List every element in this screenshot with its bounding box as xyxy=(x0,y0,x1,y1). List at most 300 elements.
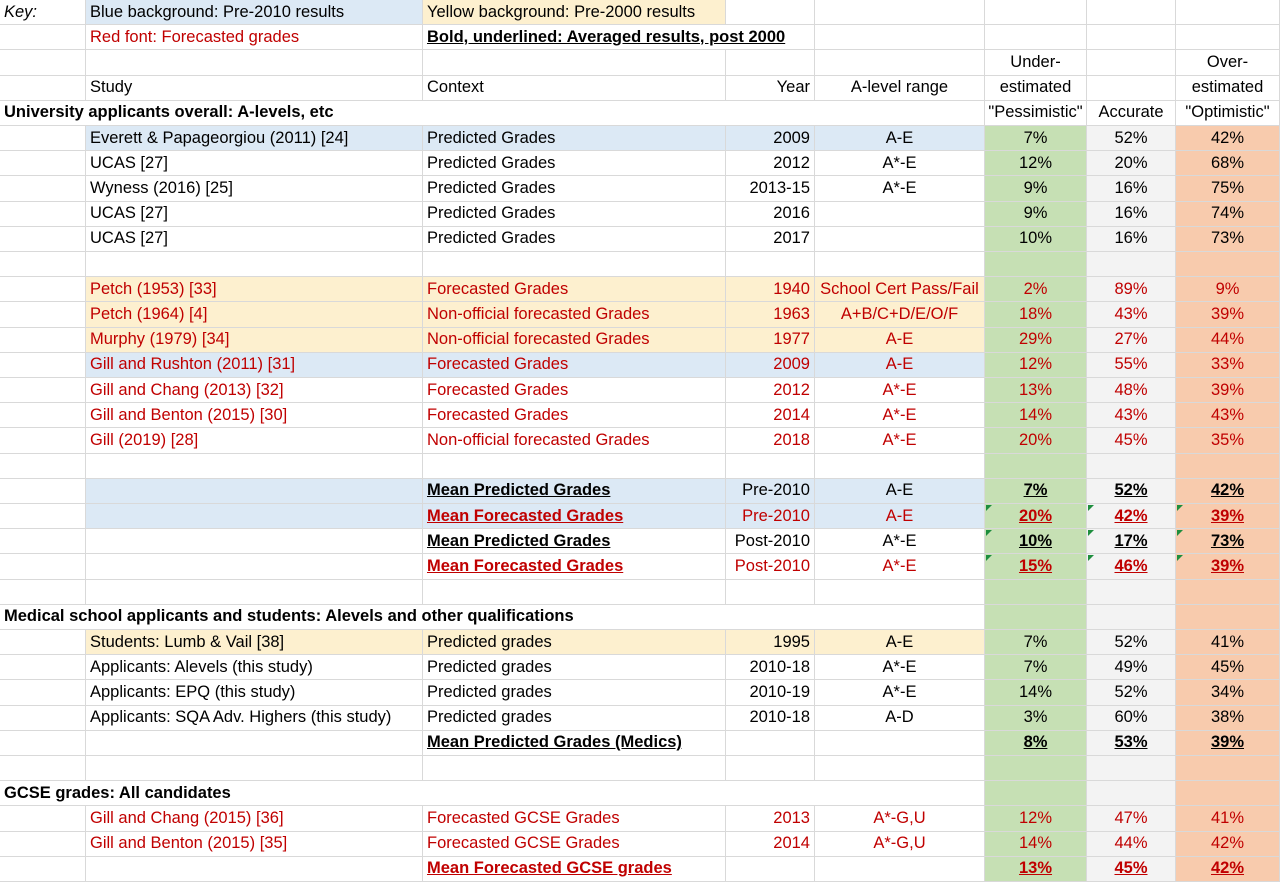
range-cell[interactable] xyxy=(815,655,985,680)
accurate-cell[interactable] xyxy=(1087,857,1176,882)
accurate-cell-text: 45% xyxy=(1114,430,1148,449)
over-cell[interactable] xyxy=(1176,302,1280,327)
accurate-cell[interactable] xyxy=(1087,328,1176,353)
over-cell[interactable] xyxy=(1176,202,1280,227)
range-cell[interactable] xyxy=(815,202,985,227)
accurate-cell[interactable] xyxy=(1087,731,1176,756)
accurate-cell[interactable] xyxy=(1087,630,1176,655)
range-cell[interactable] xyxy=(815,630,985,655)
empty-cell[interactable] xyxy=(0,756,86,781)
empty-cell[interactable] xyxy=(423,50,726,75)
empty-cell[interactable] xyxy=(726,580,815,605)
year-cell[interactable] xyxy=(726,227,815,252)
under-cell[interactable] xyxy=(985,277,1087,302)
empty-cell[interactable] xyxy=(1087,580,1176,605)
range-cell[interactable] xyxy=(815,504,985,529)
year-cell[interactable] xyxy=(726,328,815,353)
header-context[interactable] xyxy=(423,76,726,101)
year-cell[interactable] xyxy=(726,403,815,428)
context-cell[interactable] xyxy=(423,227,726,252)
key-yellow[interactable] xyxy=(423,0,726,25)
under-cell[interactable] xyxy=(985,126,1087,151)
empty-cell[interactable] xyxy=(815,0,985,25)
under-cell[interactable] xyxy=(985,176,1087,201)
study-cell[interactable] xyxy=(86,353,423,378)
over-cell[interactable] xyxy=(1176,227,1280,252)
under-cell[interactable] xyxy=(985,706,1087,731)
range-cell[interactable] xyxy=(815,176,985,201)
year-cell[interactable] xyxy=(726,857,815,882)
context-cell[interactable] xyxy=(423,428,726,453)
year-cell[interactable] xyxy=(726,479,815,504)
key-label[interactable] xyxy=(0,0,86,25)
study-cell[interactable] xyxy=(86,529,423,554)
accurate-cell[interactable] xyxy=(1087,554,1176,579)
under-cell[interactable] xyxy=(985,428,1087,453)
header-year-text: Year xyxy=(776,78,810,97)
study-cell[interactable] xyxy=(86,680,423,705)
header-pessimistic-text: "Pessimistic" xyxy=(988,103,1083,122)
over-cell[interactable] xyxy=(1176,378,1280,403)
study-cell[interactable] xyxy=(86,277,423,302)
accurate-cell[interactable] xyxy=(1087,806,1176,831)
empty-cell[interactable] xyxy=(0,252,86,277)
over-cell[interactable] xyxy=(1176,353,1280,378)
under-cell[interactable] xyxy=(985,504,1087,529)
range-cell[interactable] xyxy=(815,378,985,403)
year-cell[interactable] xyxy=(726,554,815,579)
accurate-cell[interactable] xyxy=(1087,655,1176,680)
header-under-1[interactable] xyxy=(985,50,1087,75)
accurate-cell[interactable] xyxy=(1087,227,1176,252)
empty-cell[interactable] xyxy=(86,252,423,277)
empty-cell[interactable] xyxy=(985,252,1087,277)
over-cell[interactable] xyxy=(1176,554,1280,579)
year-cell[interactable] xyxy=(726,680,815,705)
under-cell[interactable] xyxy=(985,832,1087,857)
study-cell[interactable] xyxy=(86,151,423,176)
empty-cell[interactable] xyxy=(1087,454,1176,479)
empty-cell[interactable] xyxy=(423,454,726,479)
empty-cell[interactable] xyxy=(0,151,86,176)
empty-cell[interactable] xyxy=(815,25,985,50)
accurate-cell[interactable] xyxy=(1087,706,1176,731)
accurate-cell[interactable] xyxy=(1087,151,1176,176)
context-cell[interactable] xyxy=(423,151,726,176)
year-cell[interactable] xyxy=(726,529,815,554)
section-title[interactable] xyxy=(0,605,985,630)
range-cell[interactable] xyxy=(815,428,985,453)
year-cell[interactable] xyxy=(726,353,815,378)
over-cell[interactable] xyxy=(1176,731,1280,756)
empty-cell[interactable] xyxy=(1087,781,1176,806)
range-cell[interactable] xyxy=(815,353,985,378)
empty-cell[interactable] xyxy=(1087,50,1176,75)
range-cell[interactable] xyxy=(815,832,985,857)
header-pessimistic[interactable] xyxy=(985,101,1087,126)
over-cell[interactable] xyxy=(1176,277,1280,302)
empty-cell[interactable] xyxy=(985,756,1087,781)
under-cell[interactable] xyxy=(985,731,1087,756)
empty-cell[interactable] xyxy=(423,580,726,605)
year-cell[interactable] xyxy=(726,655,815,680)
empty-cell[interactable] xyxy=(815,580,985,605)
over-cell[interactable] xyxy=(1176,529,1280,554)
empty-cell[interactable] xyxy=(815,252,985,277)
empty-cell[interactable] xyxy=(1087,605,1176,630)
accurate-cell-text: 52% xyxy=(1114,481,1148,500)
over-cell[interactable] xyxy=(1176,126,1280,151)
under-cell[interactable] xyxy=(985,302,1087,327)
empty-cell[interactable] xyxy=(0,50,86,75)
header-optimistic[interactable] xyxy=(1176,101,1280,126)
under-cell[interactable] xyxy=(985,655,1087,680)
study-cell[interactable] xyxy=(86,806,423,831)
year-cell[interactable] xyxy=(726,504,815,529)
empty-cell[interactable] xyxy=(815,756,985,781)
empty-cell[interactable] xyxy=(0,832,86,857)
context-cell[interactable] xyxy=(423,731,726,756)
over-cell[interactable] xyxy=(1176,857,1280,882)
empty-cell[interactable] xyxy=(0,529,86,554)
year-cell[interactable] xyxy=(726,630,815,655)
accurate-cell-text: 16% xyxy=(1114,229,1148,248)
accurate-cell[interactable] xyxy=(1087,529,1176,554)
empty-cell[interactable] xyxy=(0,302,86,327)
over-cell[interactable] xyxy=(1176,328,1280,353)
empty-cell[interactable] xyxy=(1087,76,1176,101)
year-cell[interactable] xyxy=(726,277,815,302)
context-cell[interactable] xyxy=(423,630,726,655)
context-cell[interactable] xyxy=(423,857,726,882)
year-cell[interactable] xyxy=(726,176,815,201)
empty-cell[interactable] xyxy=(0,857,86,882)
empty-cell[interactable] xyxy=(0,479,86,504)
accurate-cell[interactable] xyxy=(1087,126,1176,151)
range-cell[interactable] xyxy=(815,680,985,705)
range-cell-text: A-E xyxy=(885,128,914,147)
range-cell[interactable] xyxy=(815,554,985,579)
empty-cell[interactable] xyxy=(985,25,1087,50)
context-cell[interactable] xyxy=(423,655,726,680)
study-cell[interactable] xyxy=(86,630,423,655)
under-cell[interactable] xyxy=(985,353,1087,378)
section-title[interactable] xyxy=(0,781,985,806)
comment-indicator-icon xyxy=(986,555,992,561)
header-year[interactable] xyxy=(726,76,815,101)
range-cell[interactable] xyxy=(815,529,985,554)
range-cell[interactable] xyxy=(815,328,985,353)
under-cell[interactable] xyxy=(985,227,1087,252)
comment-indicator-icon xyxy=(1177,505,1183,511)
context-cell[interactable] xyxy=(423,378,726,403)
context-cell[interactable] xyxy=(423,353,726,378)
range-cell-text: A-D xyxy=(885,708,914,727)
header-under-2[interactable] xyxy=(985,76,1087,101)
under-cell-text: 2% xyxy=(1023,279,1048,298)
context-cell[interactable] xyxy=(423,202,726,227)
context-cell-text: Forecasted Grades xyxy=(427,380,569,399)
study-cell[interactable] xyxy=(86,176,423,201)
study-cell[interactable] xyxy=(86,655,423,680)
empty-cell[interactable] xyxy=(1176,756,1280,781)
comment-indicator-icon xyxy=(1088,530,1094,536)
year-cell[interactable] xyxy=(726,428,815,453)
comment-indicator-icon xyxy=(986,505,992,511)
range-cell[interactable] xyxy=(815,479,985,504)
under-cell[interactable] xyxy=(985,378,1087,403)
empty-cell[interactable] xyxy=(0,806,86,831)
key-blue[interactable] xyxy=(86,0,423,25)
range-cell[interactable] xyxy=(815,857,985,882)
range-cell[interactable] xyxy=(815,403,985,428)
range-cell-text: A*-E xyxy=(882,531,917,550)
year-cell[interactable] xyxy=(726,706,815,731)
header-optimistic-text: "Optimistic" xyxy=(1185,103,1270,122)
context-cell[interactable] xyxy=(423,554,726,579)
empty-cell[interactable] xyxy=(985,580,1087,605)
header-range[interactable] xyxy=(815,76,985,101)
over-cell-text: 33% xyxy=(1210,355,1245,374)
header-accurate[interactable] xyxy=(1087,101,1176,126)
over-cell[interactable] xyxy=(1176,655,1280,680)
year-cell[interactable] xyxy=(726,202,815,227)
accurate-cell[interactable] xyxy=(1087,353,1176,378)
year-cell[interactable] xyxy=(726,302,815,327)
context-cell[interactable] xyxy=(423,504,726,529)
year-cell[interactable] xyxy=(726,806,815,831)
empty-cell[interactable] xyxy=(0,428,86,453)
empty-cell[interactable] xyxy=(1176,580,1280,605)
year-cell[interactable] xyxy=(726,731,815,756)
empty-cell[interactable] xyxy=(1176,0,1280,25)
empty-cell[interactable] xyxy=(0,454,86,479)
under-cell-text: 18% xyxy=(1018,304,1053,323)
section-title[interactable] xyxy=(0,101,985,126)
context-cell[interactable] xyxy=(423,403,726,428)
study-cell-text: UCAS [27] xyxy=(90,204,168,223)
over-cell[interactable] xyxy=(1176,706,1280,731)
empty-cell[interactable] xyxy=(0,504,86,529)
range-cell[interactable] xyxy=(815,706,985,731)
range-cell[interactable] xyxy=(815,227,985,252)
under-cell[interactable] xyxy=(985,630,1087,655)
study-cell[interactable] xyxy=(86,227,423,252)
empty-cell[interactable] xyxy=(423,252,726,277)
empty-cell[interactable] xyxy=(1087,252,1176,277)
empty-cell[interactable] xyxy=(1176,781,1280,806)
year-cell[interactable] xyxy=(726,151,815,176)
empty-cell[interactable] xyxy=(86,756,423,781)
under-cell[interactable] xyxy=(985,202,1087,227)
key-red[interactable] xyxy=(86,25,423,50)
empty-cell[interactable] xyxy=(0,403,86,428)
context-cell[interactable] xyxy=(423,806,726,831)
accurate-cell-text: 17% xyxy=(1114,531,1148,550)
empty-cell[interactable] xyxy=(86,454,423,479)
empty-cell[interactable] xyxy=(0,76,86,101)
header-over-2[interactable] xyxy=(1176,76,1280,101)
over-cell[interactable] xyxy=(1176,832,1280,857)
under-cell-text: 7% xyxy=(1023,128,1048,147)
over-cell[interactable] xyxy=(1176,806,1280,831)
under-cell[interactable] xyxy=(985,680,1087,705)
empty-cell[interactable] xyxy=(0,176,86,201)
over-cell[interactable] xyxy=(1176,176,1280,201)
empty-cell[interactable] xyxy=(0,655,86,680)
over-cell-text: 75% xyxy=(1210,178,1245,197)
accurate-cell[interactable] xyxy=(1087,176,1176,201)
under-cell-text: 7% xyxy=(1023,481,1048,500)
empty-cell[interactable] xyxy=(0,25,86,50)
study-cell-text: Wyness (2016) [25] xyxy=(90,178,233,197)
over-cell[interactable] xyxy=(1176,151,1280,176)
study-cell[interactable] xyxy=(86,554,423,579)
empty-cell[interactable] xyxy=(1087,756,1176,781)
empty-cell[interactable] xyxy=(1176,252,1280,277)
study-cell[interactable] xyxy=(86,126,423,151)
empty-cell[interactable] xyxy=(0,328,86,353)
empty-cell[interactable] xyxy=(726,50,815,75)
study-cell[interactable] xyxy=(86,857,423,882)
empty-cell[interactable] xyxy=(985,605,1087,630)
key-yellow-text: Yellow background: Pre-2000 results xyxy=(427,2,696,21)
empty-cell[interactable] xyxy=(0,580,86,605)
empty-cell[interactable] xyxy=(0,731,86,756)
year-cell[interactable] xyxy=(726,378,815,403)
empty-cell[interactable] xyxy=(0,706,86,731)
study-cell[interactable] xyxy=(86,479,423,504)
empty-cell[interactable] xyxy=(1176,25,1280,50)
year-cell[interactable] xyxy=(726,126,815,151)
context-cell[interactable] xyxy=(423,479,726,504)
empty-cell[interactable] xyxy=(86,580,423,605)
over-cell[interactable] xyxy=(1176,630,1280,655)
accurate-cell[interactable] xyxy=(1087,680,1176,705)
study-cell[interactable] xyxy=(86,832,423,857)
range-cell[interactable] xyxy=(815,731,985,756)
empty-cell[interactable] xyxy=(0,378,86,403)
over-cell[interactable] xyxy=(1176,680,1280,705)
empty-cell[interactable] xyxy=(0,277,86,302)
under-cell[interactable] xyxy=(985,857,1087,882)
under-cell[interactable] xyxy=(985,328,1087,353)
study-cell[interactable] xyxy=(86,504,423,529)
empty-cell[interactable] xyxy=(0,353,86,378)
over-cell[interactable] xyxy=(1176,403,1280,428)
under-cell[interactable] xyxy=(985,529,1087,554)
key-bold[interactable] xyxy=(423,25,815,50)
over-cell-text: 38% xyxy=(1210,708,1245,727)
empty-cell[interactable] xyxy=(726,0,815,25)
accurate-cell[interactable] xyxy=(1087,479,1176,504)
over-cell[interactable] xyxy=(1176,428,1280,453)
context-cell[interactable] xyxy=(423,706,726,731)
empty-cell[interactable] xyxy=(1176,454,1280,479)
empty-cell[interactable] xyxy=(815,454,985,479)
under-cell[interactable] xyxy=(985,554,1087,579)
range-cell[interactable] xyxy=(815,806,985,831)
context-cell[interactable] xyxy=(423,126,726,151)
under-cell[interactable] xyxy=(985,403,1087,428)
context-cell[interactable] xyxy=(423,176,726,201)
under-cell[interactable] xyxy=(985,806,1087,831)
under-cell[interactable] xyxy=(985,479,1087,504)
empty-cell[interactable] xyxy=(0,554,86,579)
accurate-cell[interactable] xyxy=(1087,202,1176,227)
empty-cell[interactable] xyxy=(985,0,1087,25)
range-cell[interactable] xyxy=(815,302,985,327)
section-title-text: University applicants overall: A-levels, etc xyxy=(4,103,334,122)
empty-cell[interactable] xyxy=(726,756,815,781)
year-cell[interactable] xyxy=(726,832,815,857)
header-over-1-text: Over- xyxy=(1206,52,1249,71)
empty-cell[interactable] xyxy=(0,202,86,227)
context-cell[interactable] xyxy=(423,328,726,353)
accurate-cell-text: 16% xyxy=(1114,204,1148,223)
context-cell[interactable] xyxy=(423,832,726,857)
study-cell[interactable] xyxy=(86,302,423,327)
over-cell-text: 73% xyxy=(1210,229,1245,248)
accurate-cell[interactable] xyxy=(1087,277,1176,302)
empty-cell[interactable] xyxy=(0,126,86,151)
empty-cell[interactable] xyxy=(0,680,86,705)
context-cell[interactable] xyxy=(423,277,726,302)
accurate-cell[interactable] xyxy=(1087,504,1176,529)
empty-cell[interactable] xyxy=(0,630,86,655)
over-cell[interactable] xyxy=(1176,479,1280,504)
range-cell[interactable] xyxy=(815,151,985,176)
under-cell[interactable] xyxy=(985,151,1087,176)
empty-cell[interactable] xyxy=(985,454,1087,479)
context-cell[interactable] xyxy=(423,529,726,554)
study-cell[interactable] xyxy=(86,706,423,731)
study-cell[interactable] xyxy=(86,403,423,428)
accurate-cell[interactable] xyxy=(1087,302,1176,327)
empty-cell[interactable] xyxy=(423,756,726,781)
accurate-cell[interactable] xyxy=(1087,428,1176,453)
study-cell[interactable] xyxy=(86,328,423,353)
empty-cell[interactable] xyxy=(726,252,815,277)
study-cell[interactable] xyxy=(86,202,423,227)
context-cell[interactable] xyxy=(423,302,726,327)
accurate-cell[interactable] xyxy=(1087,378,1176,403)
over-cell[interactable] xyxy=(1176,504,1280,529)
study-cell[interactable] xyxy=(86,378,423,403)
header-context-text: Context xyxy=(427,78,484,97)
context-cell-text: Forecasted Grades xyxy=(427,279,569,298)
range-cell[interactable] xyxy=(815,277,985,302)
study-cell[interactable] xyxy=(86,428,423,453)
header-study[interactable] xyxy=(86,76,423,101)
range-cell[interactable] xyxy=(815,126,985,151)
empty-cell[interactable] xyxy=(1087,0,1176,25)
context-cell[interactable] xyxy=(423,680,726,705)
header-over-1[interactable] xyxy=(1176,50,1280,75)
empty-cell[interactable] xyxy=(1176,605,1280,630)
study-cell-text: UCAS [27] xyxy=(90,229,168,248)
empty-cell[interactable] xyxy=(815,50,985,75)
empty-cell[interactable] xyxy=(726,454,815,479)
accurate-cell[interactable] xyxy=(1087,403,1176,428)
empty-cell[interactable] xyxy=(985,781,1087,806)
empty-cell[interactable] xyxy=(1087,25,1176,50)
empty-cell[interactable] xyxy=(0,227,86,252)
under-cell-text: 13% xyxy=(1018,859,1053,878)
accurate-cell[interactable] xyxy=(1087,832,1176,857)
study-cell[interactable] xyxy=(86,731,423,756)
empty-cell[interactable] xyxy=(86,50,423,75)
